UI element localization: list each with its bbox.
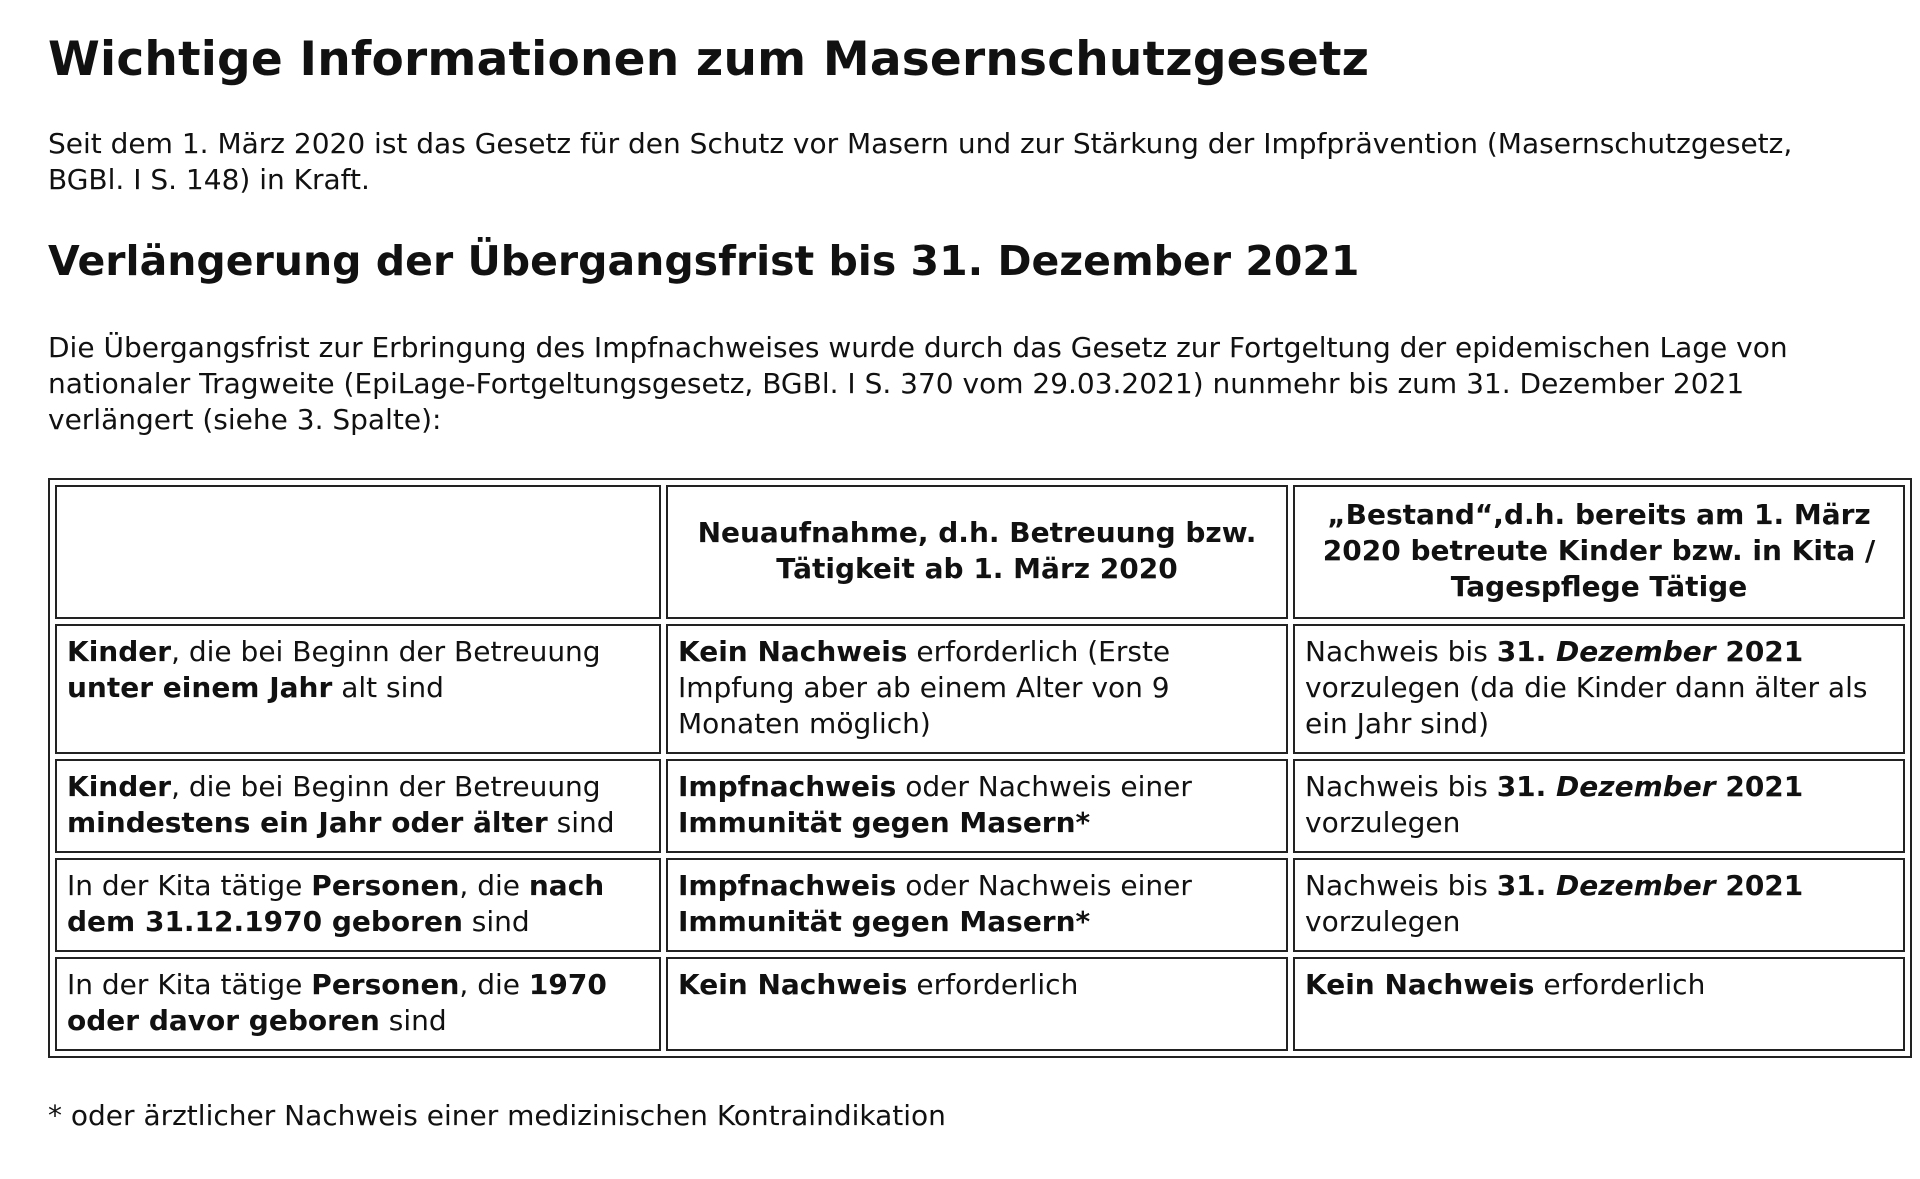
cell-text-run: 1970 oder davor geboren — [67, 968, 607, 1037]
transition-paragraph: Die Übergangsfrist zur Erbringung des Impfnachweises wurde durch das Gesetz zur Fortgeltung der epidemischen Lage von nationaler Tragweite (EpiLage-Fortgeltungsgesetz, BGBl. I S. 370 vom 29.03.2021) nunmehr bis zum 31. Dezember 2021 verlängert (siehe 3. Spalte): — [48, 331, 1788, 436]
cell-text-run: Impfnachweis — [678, 869, 897, 902]
cell-text-run: Nachweis bis — [1305, 635, 1497, 668]
cell-text-run: Kinder — [67, 635, 172, 668]
header-cell-existing: „Bestand“,d.h. bereits am 1. März 2020 betreute Kinder bzw. in Kita / Tagespflege Tätige — [1293, 485, 1905, 619]
cell-text-run: Dezember — [1556, 869, 1716, 902]
row-label-cell — [55, 957, 661, 1051]
cell-text-run: 31. — [1496, 770, 1557, 803]
cell-text-run: unter einem Jahr — [67, 671, 333, 704]
cell-text-run: Impfnachweis — [678, 770, 897, 803]
cell-text-run: , die bei Beginn der Betreuung — [171, 770, 601, 803]
header-cell-empty — [55, 485, 661, 619]
cell-text-run: 31. — [1496, 869, 1557, 902]
cell-text-run: oder Nachweis einer — [896, 869, 1192, 902]
row-label-cell — [55, 759, 661, 853]
table-row — [55, 858, 1905, 952]
existing-cell — [1293, 957, 1905, 1051]
new-admission-cell — [666, 759, 1288, 853]
requirements-table — [48, 478, 1912, 1058]
intro-paragraph: Seit dem 1. März 2020 ist das Gesetz für den Schutz vor Masern und zur Stärkung der Impfprävention (Masernschutzgesetz, BGBl. I S. 148) in Kraft. — [48, 127, 1793, 196]
cell-text-run: oder Nachweis einer — [896, 770, 1192, 803]
cell-text-run: sind — [379, 1004, 447, 1037]
cell-text-run: Immunität gegen Masern* — [678, 905, 1091, 938]
cell-text-run: Kein Nachweis — [678, 968, 908, 1001]
cell-text-run: erforderlich — [1534, 968, 1706, 1001]
cell-text-run: vorzulegen (da die Kinder dann älter als ein Jahr sind) — [1305, 671, 1868, 740]
cell-text-run: vorzulegen — [1305, 806, 1461, 839]
cell-text-run: Immunität gegen Masern* — [678, 806, 1091, 839]
section-heading: Verlängerung der Übergangsfrist bis 31. Dezember 2021 — [48, 237, 1360, 285]
cell-text-run: Personen — [311, 968, 460, 1001]
cell-text-run: In der Kita tätige — [67, 968, 312, 1001]
new-admission-cell — [666, 624, 1288, 754]
cell-text-run: erforderlich (Erste Impfung aber ab einem Alter von 9 Monaten möglich) — [678, 635, 1171, 740]
cell-text-run: Kinder — [67, 770, 172, 803]
table-row — [55, 624, 1905, 754]
cell-text-run: , die bei Beginn der Betreuung — [171, 635, 601, 668]
table-row — [55, 759, 1905, 853]
cell-text-run: , die — [459, 968, 529, 1001]
cell-text-run: vorzulegen — [1305, 905, 1461, 938]
cell-text-run: Personen — [311, 869, 460, 902]
row-label-cell — [55, 624, 661, 754]
footnote: * oder ärztlicher Nachweis einer medizinischen Kontraindikation — [48, 1099, 946, 1132]
cell-text-run: alt sind — [332, 671, 444, 704]
cell-text-run: erforderlich — [907, 968, 1079, 1001]
existing-cell — [1293, 624, 1905, 754]
table-row — [55, 957, 1905, 1051]
cell-text-run: , die — [459, 869, 529, 902]
existing-cell — [1293, 759, 1905, 853]
new-admission-cell — [666, 858, 1288, 952]
page-title: Wichtige Informationen zum Masernschutzgesetz — [48, 32, 1370, 87]
cell-text-run: sind — [547, 806, 615, 839]
header-cell-new-admission: Neuaufnahme, d.h. Betreuung bzw. Tätigkeit ab 1. März 2020 — [666, 485, 1288, 619]
cell-text-run: nach dem 31.12.1970 geboren — [67, 869, 605, 938]
cell-text-run: Dezember — [1556, 635, 1716, 668]
cell-text-run: 2021 — [1715, 635, 1804, 668]
cell-text-run: Kein Nachweis — [678, 635, 908, 668]
cell-text-run: In der Kita tätige — [67, 869, 312, 902]
existing-cell — [1293, 858, 1905, 952]
table-header-row — [55, 485, 1905, 619]
cell-text-run: Kein Nachweis — [1305, 968, 1535, 1001]
cell-text-run: 31. — [1496, 635, 1557, 668]
cell-text-run: 2021 — [1715, 770, 1804, 803]
cell-text-run: mindestens ein Jahr oder älter — [67, 806, 548, 839]
cell-text-run: sind — [462, 905, 530, 938]
cell-text-run: 2021 — [1715, 869, 1804, 902]
row-label-cell — [55, 858, 661, 952]
new-admission-cell — [666, 957, 1288, 1051]
cell-text-run: Dezember — [1556, 770, 1716, 803]
cell-text-run: Nachweis bis — [1305, 869, 1497, 902]
cell-text-run: Nachweis bis — [1305, 770, 1497, 803]
